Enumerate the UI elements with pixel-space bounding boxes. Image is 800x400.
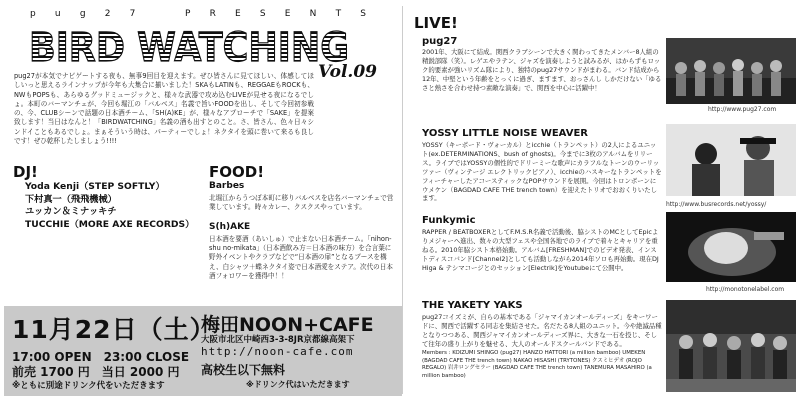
band-name: THE YAKETY YAKS bbox=[422, 300, 523, 311]
band-link: http://monotonelabel.com bbox=[706, 286, 785, 293]
band-members: Members : KOIZUMI SHINGO (pug27) HANZO HATTORI (a million bamboo) UMEKEN (BAGDAD CAFE THE trench town) NAKAO HISASHI (TRYTONES) クスミヒデオ (ROJO REGALO) 岩井ロングセラー (BAGDAD CAFE THE trench town) TANEMURA MASAHIRO (a million bamboo) bbox=[422, 350, 652, 379]
band-text: YOSSY（キーボード・ヴォーカル）とicchie（トランペット）の2人によるユニット(ex.DETERMINATIONS、bush of ghosts)。今までに3枚のアルバムをリリース。ライブではYOSSYの個性的でドリーミーな歌声にカラフルなトーンのウーリッツァー（ヴィンテージ エレクトリックピアノ）、icchieのハスキーなトランペットをフィーチャーしたアコースティックなPOPサウンドを展開。今回はトロンボーンにウメケン（BAGDAD CAFE THE trench town）を迎えたトリオでおおくりいたします。 bbox=[422, 141, 662, 203]
venue-name: 梅田NOON+CAFE bbox=[201, 314, 374, 336]
student-free-label: 高校生以下無料 bbox=[201, 363, 286, 377]
band-photo bbox=[666, 212, 796, 282]
dj-item: ユッカン＆ミナッキチ bbox=[25, 206, 117, 217]
presents-letter: p bbox=[30, 9, 40, 19]
band-name: Funkymic bbox=[422, 215, 476, 226]
presents-letter: T bbox=[335, 9, 346, 19]
presents-letter: S bbox=[360, 9, 370, 19]
band-name: pug27 bbox=[422, 36, 458, 47]
presents-letter: 2 bbox=[104, 9, 115, 19]
presents-letter: g bbox=[79, 9, 90, 19]
band-text: pug27コイズミが、自らの基本である「ジャマイカンオールディーズ」をキーワードに、関西で活躍する同志を集結させた。名だたる8人組のユニット。今や絶滅品種となりつつある、関西ジャマイカンオールディーズ界に、大きな一石を投じ、そして往年の盛り上がりを魅せる、大人のオールドスクールバンドである。 bbox=[422, 313, 662, 348]
dj-section-title: DJ! bbox=[13, 163, 38, 181]
right-column bbox=[404, 0, 800, 400]
presents-letter: u bbox=[54, 9, 65, 19]
student-drink-note: ※ドリンク代はいただきます bbox=[246, 380, 350, 389]
event-hours: 17:00 OPEN 23:00 CLOSE bbox=[12, 350, 190, 364]
food-vendor-text: 日本酒を要酒（あいしゅ）で止まない日本酒チーム。「nihon-shu no-mikata」（日本酒飲み方＝日本酒の味方）を合言葉に野外イベントやクラブなどで“日本酒の扉”となるブースを構え、白シャツ＋蝶ネクタイ姿で日本酒愛をステア。次代の日本酒フォロワーを獲得中！！ bbox=[209, 235, 393, 280]
band-text: 2001年、大阪にて結成。関西クラブシーンで大きく関わってきたメンバー8人組の精鋭部隊（笑）。レゲエやラテン、ジャズを演奏しようと試みるが、はからずもロック的要素が強いリズム隊により、独特のpug27サウンドがまわる。バンド結成から12年、中堅という年齢をとっくに過ぎ、ますます、おっさんし しかだけない「ゆるさと熱さを合わせ持つ素敵な演奏」で、関西を中心に活躍中！ bbox=[422, 48, 662, 92]
food-vendor-text: 北堀江からうつぼ本町に移りバルベスを店名バーマンチェで営業しています。時々カレー、クスクスやっています。 bbox=[209, 194, 394, 212]
dj-item: TUCCHIE（MORE AXE RECORDS） bbox=[25, 218, 195, 230]
presents-letter: E bbox=[284, 9, 295, 19]
presents-letter: S bbox=[259, 9, 270, 19]
column-divider bbox=[402, 6, 403, 394]
dj-item: 下村真一（飛飛機械） bbox=[25, 193, 117, 205]
dj-item: Yoda Kenji（STEP SOFTLY） bbox=[25, 181, 165, 192]
band-text: RAPPER / BEATBOXERとしてF.M.S.R名義で活動後、脇シストのMCとしてEpicよりメジャーへ進出、数々の大型フェスや全国各地でのライブで着々とキャリアを重ねる。2010年脇シスト本格始動。アルバム[FRESHMAN]でのビデオ発表、インストディスコバンド[Channel2]としても活動しながら2014年ソロも再始動。現在DJ Higa & テシマコージとのセッション[Electrik]をYoutubeにて公開中。 bbox=[422, 228, 659, 272]
band-photo bbox=[666, 38, 796, 104]
venue-address: 大阪市北区中崎西3-3-8JR京都線高架下 bbox=[201, 335, 355, 345]
presents-letter: R bbox=[209, 9, 220, 19]
food-vendor-name: S(h)AKE bbox=[209, 222, 251, 232]
band-photo bbox=[666, 124, 796, 196]
intro-text: pug27が本気でナビゲートする夜も、無事9回目を迎えます。ぜひ皆さんに見てほしい、体感してほしいっと思えるラインナップが今年も大集合に揃いました！SKAもLATINも、REGGAEもROCKも、NWもPOPSも、あらゆるグッドミュージックと、様々な武器で攻め込むLIVEが見せる夜になるでしょ。本町のバーマンチェが、今回も堀江の「バルベス」名義で旨いFOODを出し、そして今回初参戦の、今、CLUBシーンで話題の日本酒チーム、「SH(A)KE」が、様々なアプローチで「SAKE」を提案致します！当日はなんと！「BIRDWATCHING」名義の酒も出すとのこと。さ、皆さん、色々日々シンドイこともあるでしょ。まぁそういう時は、パーティーでしょ！ネクタイを頭に巻いて来るも良しです！ぜひ乾杯したしましょう!!!! bbox=[14, 72, 314, 146]
presents-letter: P bbox=[184, 9, 195, 19]
presents-line bbox=[30, 9, 370, 19]
food-section-title: FOOD! bbox=[209, 163, 265, 181]
band-name: YOSSY LITTLE NOISE WEAVER bbox=[422, 128, 589, 139]
band-photo bbox=[666, 300, 796, 392]
presents-letter: N bbox=[309, 9, 321, 19]
band-link: http://www.busrecords.net/yossy/ bbox=[666, 201, 767, 208]
band-link: http://www.pug27.com bbox=[708, 106, 777, 113]
drink-note: ※ともに別途ドリンク代をいただきます bbox=[12, 381, 165, 391]
live-section-title: LIVE! bbox=[414, 14, 458, 32]
bird-watching-logo bbox=[24, 20, 354, 72]
food-vendor-name: Barbes bbox=[209, 181, 245, 191]
volume-label: Vol.09 bbox=[318, 62, 378, 82]
event-date: 11月22日（土） bbox=[12, 315, 216, 344]
dj-list bbox=[25, 181, 194, 231]
presents-letter: E bbox=[235, 9, 245, 19]
logo-text: BIRD WATCHING bbox=[29, 25, 349, 71]
venue-url: http://noon-cafe.com bbox=[201, 345, 354, 358]
presents-letter: 7 bbox=[129, 9, 140, 19]
event-price: 前売 1700 円 当日 2000 円 bbox=[12, 365, 180, 379]
